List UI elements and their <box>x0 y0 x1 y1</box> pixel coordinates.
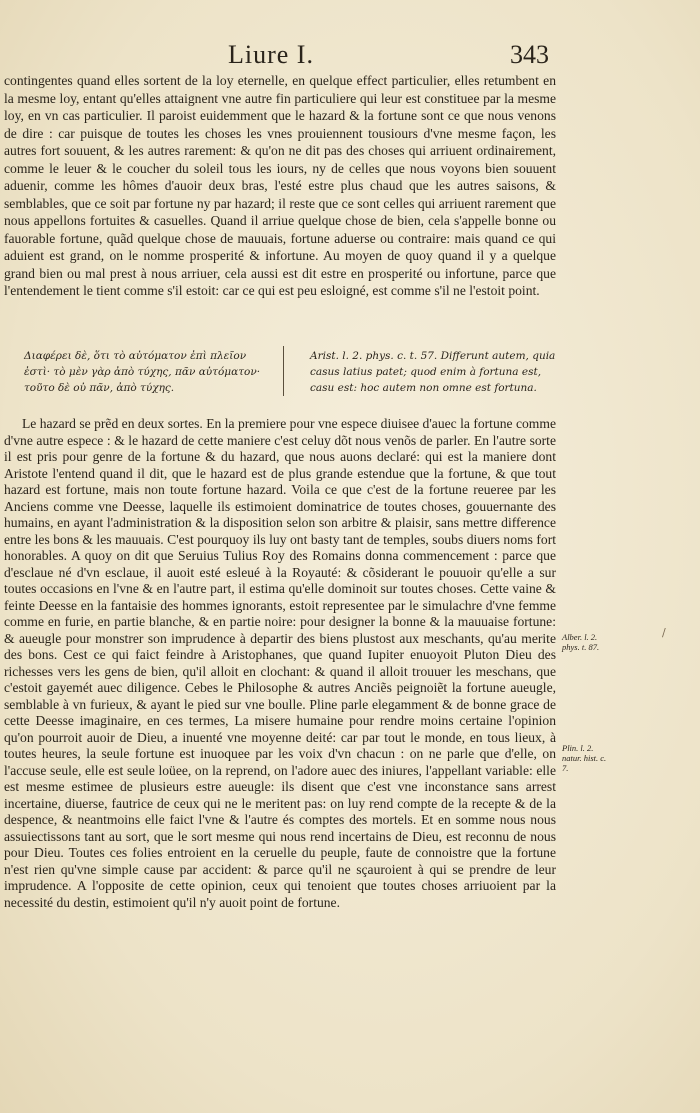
greek-quote: Διαφέρει δὲ, ὅτι τὸ αὐτόματον ἐπὶ πλεῖον ἐστὶ· τὸ μὲν γὰρ ἀπὸ τύχης, πᾶν αὐτόματον· τοῦτο δὲ οὐ πᾶν, ἀπὸ τύχης. <box>24 350 261 394</box>
page-number: 343 <box>510 40 549 69</box>
margin-note-pliny: Plin. l. 2. natur. hist. c. 7. <box>562 743 607 773</box>
margin-mark: / <box>662 626 666 639</box>
latin-quote: Arist. l. 2. phys. c. t. 57. Differunt autem, quia casus latius patet; quod enim à fortuna est, casu est: hoc autem non omne est fortuna. <box>310 350 556 394</box>
intro-paragraph: contingentes quand elles sortent de la loy eternelle, en quelque effect particulier, elles retumbent en la mesme loy, entant qu'elles attaignent vne autre fin particuliere qui leur est constituee par la mesme loy, en vn cas particulier. Il paroist euidemment que le hazard & la fortune sont ce que nous venons de dire : car puisque de toutes les choses les vnes prouiennent tousiours d'vne mesme façon, les autres fort souuent, & les autres rarement: & qu'on ne dit pas des choses qui arriuent ordinairement, comme le leuer & le coucher du soleil tous les iours, ny de celles que nous voyons bien souuent aduenir, comme les hômes d'auoir deux bras, l'esté estre plus chaud que les autres saisons, & semblables, que ce soit par fortune ny par hazard; il reste que ce sont celles qui arriuent rarement que nous appellons fortuites & casuelles. Quand il arriue quelque chose de bien, cela s'appelle bonne ou fauorable fortune, quãd quelque chose de mauuais, fortune aduerse ou contraire: mais quand ce qui aduient est grand, on le nomme prosperité & infortune. Au moyen de quoy quand il y a quelque grand bien ou mal prest à nous arriuer, cela aussi est dit estre en prosperité ou infortune, parce que l'entendement le tient comme s'il estoit: car ce qui est peu esloigné, est comme s'il ne l'estoit point. <box>4 73 556 298</box>
intro-paragraph-block <box>4 72 556 300</box>
main-paragraph-block <box>4 416 556 911</box>
page-header <box>0 40 700 70</box>
running-title: Liure I. <box>228 40 314 69</box>
margin-note-albert: Alber. l. 2. phys. t. 87. <box>562 632 600 652</box>
quote-divider <box>283 346 284 396</box>
main-paragraph: Le hazard se prẽd en deux sortes. En la premiere pour vne espece diuisee d'auec la fortune comme d'vne autre espece : & le hazard de cette maniere c'est celuy dõt nous venõs de parler. En l'autre sorte il est pris pour genre de la fortune & du hazard, que nous auons declaré: qui est la maniere dont Aristote l'entend quand il dit, que le hazard est de plus grande estendue que la fortune, & que tout hazard est fortune, mais non toute fortune hazard. Voila ce que c'est de la fortune reueree par les Anciens comme vne Deesse, laquelle ils estimoient dominatrice de toutes choses, gouuernante des humains, en ayant l'administration & la disposition selon son arbitre & plaisir, sans mettre difference entre les bons & les mauuais. C'est pourquoy ils luy ont basty tant de temples, soubs diuers noms fort honorables. A quoy on dit que Seruius Tulius Roy des Romains donna commencement : parce que d'esclaue né d'vn esclaue, il auoit esté esleué à la Royauté: & cõsiderant le pouuoir qu'elle a sur toutes occasions en l'vne & en l'autre part, il estima qu'elle dominoit sur toutes choses. Cette vaine & feinte Deesse en la fantaisie des hommes ignorants, estoit representee par le simulachre d'vne femme comme en furie, en partie blanche, & en partie noire: pour designer la bonne & la mauuaise fortune: & aueugle pour monstrer son imprudence à departir des biens plustost aux meschants, qu'au merite des bons. Cest ce qui faict feindre à Aristophanes, que quand Iupiter enuoyoit Pluton Dieu des richesses vers les gens de bien, qu'il alloit en clochant: & quand il alloit trouuer les meschans, que c'estoit gayemét auec diligence. Cebes le Philosophe & autres Anciẽs peignoiẽt la fortune aueugle, semblable à vn furieux, & ayant le pied sur vne boulle. Pline parle elegamment & de bonne grace de cette Deesse imaginaire, en ces termes, La misere humaine pour rendre moins certaine l'opinion qu'on pourroit auoir de Dieu, a inuenté vne moyenne deité: car par tout le monde, en tous lieux, à toutes heures, la seule fortune est inuoquee par les voix d'vn chacun : on ne parle que d'elle, on l'accuse seule, elle est seule loüee, on la reprend, on l'adore auec des iniures, l'appellant variable: elle est mesme estimee de plusieurs estre aueugle: ils disent que c'est vne inconstance sans arrest incertaine, diuerse, fautrice de ceux qui ne le meritent pas: on luy rend compte de la recepte & de la despence, & neantmoins elle faict l'vne & l'autre és comptes des mortels. Et en somme nous nous assuiectissons tant au sort, que le sort mesme qui nous rend incertains de Dieu, est reconnu de nous pour Dieu. Toutes ces folies entroient en la ceruelle du peuple, faute de connoistre que la fortune n'est rien qu'vne simple cause par accident: & parce qu'il ne sçauroient à qui se prendre de leur imprudence. A l'opposite de cette opinion, ceux qui tenoient que toutes choses arriuoient par la necessité du destin, estimoient qu'il n'y auoit point de fortune. <box>4 416 556 910</box>
